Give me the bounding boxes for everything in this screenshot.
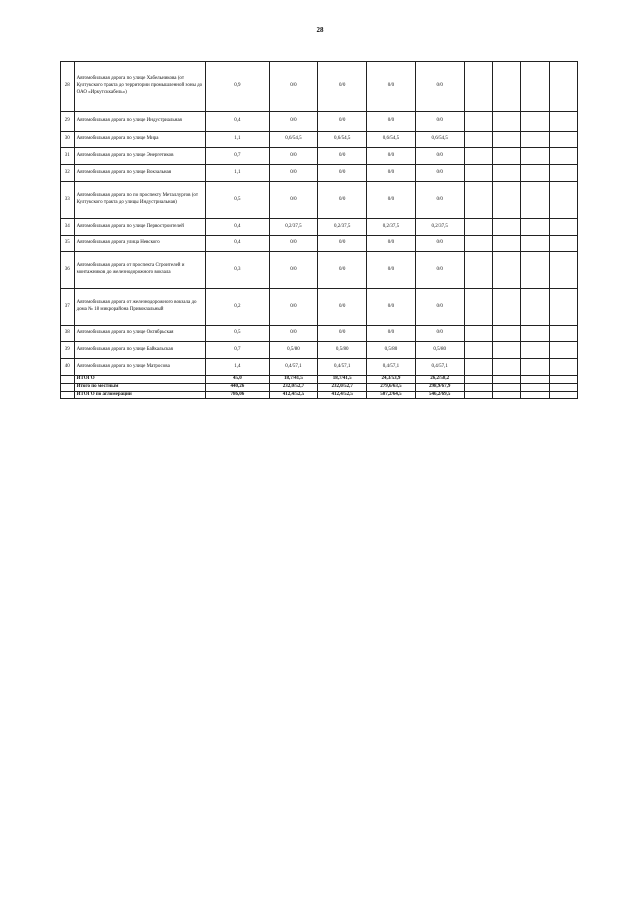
table-row [61,236,578,252]
row-number: 29 [61,112,75,132]
value-cell: 0/0 [415,182,464,219]
empty-cell [521,391,549,399]
value-cell: 0,5/80 [318,342,367,359]
road-length: 0,9 [206,62,269,112]
total-value: 298,9/67,9 [415,383,464,391]
table-row [61,289,578,326]
total-length: 45,0 [206,376,269,384]
value-cell: 0,6/54,5 [318,132,367,148]
road-name: Автомобильная дорога по улице Байкальская [74,342,206,359]
value-cell: 0/0 [269,326,318,342]
empty-cell [521,182,549,219]
empty-cell [492,252,520,289]
value-cell: 0/0 [269,289,318,326]
empty-cell [492,376,520,384]
empty-cell [521,289,549,326]
empty-cell [521,376,549,384]
total-value: 279,6/63,5 [367,383,416,391]
table-row [61,132,578,148]
road-name: Автомобильная дорога по по проспекту Металлургов (от Култукского тракта до улицы Индустриальная) [74,182,206,219]
value-cell: 0/0 [318,62,367,112]
empty-cell [464,376,492,384]
total-length: 786,06 [206,391,269,399]
empty-cell [521,165,549,182]
value-cell: 0/0 [415,236,464,252]
empty-cell [492,132,520,148]
value-cell: 0,6/54,5 [367,132,416,148]
empty-cell [521,219,549,236]
empty-cell [521,62,549,112]
road-length: 1,4 [206,359,269,376]
value-cell: 0/0 [318,148,367,165]
row-number: 31 [61,148,75,165]
road-name: Автомобильная дорога по улице Индустриальная [74,112,206,132]
value-cell: 0,2/37,5 [269,219,318,236]
value-cell: 0/0 [415,62,464,112]
empty-cell [492,236,520,252]
value-cell: 0/0 [318,236,367,252]
value-cell: 0/0 [318,326,367,342]
value-cell: 0/0 [269,112,318,132]
empty-cell [492,326,520,342]
value-cell: 0/0 [415,326,464,342]
empty-cell [521,236,549,252]
road-name: Автомобильная дорога от железнодорожного вокзала до дома № 18 микрорайона Привокзальный [74,289,206,326]
table-row [61,252,578,289]
road-length: 0,4 [206,219,269,236]
empty-cell [464,62,492,112]
total-row [61,391,578,399]
table-body [61,62,578,399]
value-cell: 0,4/57,1 [269,359,318,376]
empty-cell [492,391,520,399]
value-cell: 0,2/37,5 [415,219,464,236]
row-number [61,383,75,391]
total-value: 18,7/41,5 [318,376,367,384]
row-number: 38 [61,326,75,342]
value-cell: 0/0 [415,112,464,132]
road-length: 1,1 [206,132,269,148]
empty-cell [549,289,577,326]
value-cell: 0/0 [367,182,416,219]
empty-cell [464,326,492,342]
empty-cell [549,112,577,132]
value-cell: 0/0 [269,182,318,219]
value-cell: 0/0 [367,236,416,252]
road-length: 0,5 [206,326,269,342]
value-cell: 0/0 [367,252,416,289]
empty-cell [521,252,549,289]
total-value: 24,3/53,9 [367,376,416,384]
road-name: Автомобильная дорога по улице Первостроителей [74,219,206,236]
total-value: 232,0/52,7 [318,383,367,391]
empty-cell [549,62,577,112]
total-row [61,383,578,391]
value-cell: 0/0 [269,165,318,182]
empty-cell [549,132,577,148]
empty-cell [492,148,520,165]
value-cell: 0/0 [318,112,367,132]
value-cell: 0/0 [318,289,367,326]
value-cell: 0,2/37,5 [318,219,367,236]
row-number: 32 [61,165,75,182]
empty-cell [521,342,549,359]
row-number: 28 [61,62,75,112]
empty-cell [464,359,492,376]
value-cell: 0/0 [367,289,416,326]
table-row [61,165,578,182]
empty-cell [521,132,549,148]
empty-cell [464,236,492,252]
empty-cell [549,165,577,182]
value-cell: 0/0 [318,165,367,182]
empty-cell [549,383,577,391]
row-number: 36 [61,252,75,289]
empty-cell [549,376,577,384]
value-cell: 0/0 [318,252,367,289]
value-cell: 0,5/80 [415,342,464,359]
empty-cell [549,219,577,236]
value-cell: 0/0 [415,289,464,326]
total-label: Итого по местным [74,383,206,391]
empty-cell [464,219,492,236]
empty-cell [464,383,492,391]
value-cell: 0/0 [269,252,318,289]
road-name: Автомобильная дорога по улице Мира [74,132,206,148]
table-row [61,112,578,132]
value-cell: 0/0 [318,182,367,219]
row-number [61,376,75,384]
empty-cell [521,383,549,391]
empty-cell [521,112,549,132]
table-row [61,359,578,376]
value-cell: 0/0 [367,148,416,165]
empty-cell [492,182,520,219]
empty-cell [464,342,492,359]
total-label: ИТОГО [74,376,206,384]
road-length: 0,7 [206,148,269,165]
total-value: 412,4/52,5 [269,391,318,399]
table-row [61,219,578,236]
empty-cell [464,391,492,399]
empty-cell [492,289,520,326]
value-cell: 0/0 [415,252,464,289]
row-number: 30 [61,132,75,148]
road-length: 0,4 [206,236,269,252]
road-name: Автомобильная дорога по улице Энергетиков [74,148,206,165]
road-name: Автомобильная дорога по улице Октябрьская [74,326,206,342]
value-cell: 0/0 [367,62,416,112]
road-length: 0,3 [206,252,269,289]
empty-cell [549,252,577,289]
value-cell: 0/0 [269,236,318,252]
empty-cell [521,326,549,342]
total-value: 507,2/64,5 [367,391,416,399]
value-cell: 0,2/37,5 [367,219,416,236]
empty-cell [549,182,577,219]
value-cell: 0/0 [415,148,464,165]
road-length: 1,1 [206,165,269,182]
value-cell: 0/0 [269,148,318,165]
page-number: 28 [316,26,324,34]
road-length: 0,4 [206,112,269,132]
road-length: 0,2 [206,289,269,326]
empty-cell [549,391,577,399]
empty-cell [521,359,549,376]
total-length: 440,26 [206,383,269,391]
value-cell: 0,4/57,1 [415,359,464,376]
value-cell: 0,6/54,5 [415,132,464,148]
total-value: 412,4/52,5 [318,391,367,399]
row-number: 40 [61,359,75,376]
road-name: Автомобильная дорога по улице Матросова [74,359,206,376]
empty-cell [492,219,520,236]
empty-cell [549,326,577,342]
total-label: ИТОГО по агломерации [74,391,206,399]
empty-cell [464,148,492,165]
value-cell: 0,5/80 [367,342,416,359]
empty-cell [464,289,492,326]
value-cell: 0/0 [367,112,416,132]
total-value: 232,0/52,7 [269,383,318,391]
road-name: Автомобильная дорога от проспекта Строителей и монтажников до железнодорожного вокзала [74,252,206,289]
table-row [61,326,578,342]
road-name: Автомобильная дорога по улице Вокзальная [74,165,206,182]
empty-cell [464,112,492,132]
row-number: 37 [61,289,75,326]
empty-cell [492,62,520,112]
road-name: Автомобильная дорога улица Невского [74,236,206,252]
empty-cell [492,342,520,359]
value-cell: 0,6/54,5 [269,132,318,148]
road-length: 0,5 [206,182,269,219]
value-cell: 0/0 [415,165,464,182]
empty-cell [492,359,520,376]
empty-cell [492,112,520,132]
empty-cell [464,182,492,219]
empty-cell [464,252,492,289]
value-cell: 0/0 [367,326,416,342]
empty-cell [492,165,520,182]
value-cell: 0/0 [367,165,416,182]
row-number: 35 [61,236,75,252]
empty-cell [549,342,577,359]
table-row [61,148,578,165]
empty-cell [521,148,549,165]
empty-cell [549,359,577,376]
total-value: 26,2/58,2 [415,376,464,384]
value-cell: 0,4/57,1 [318,359,367,376]
total-value: 546,2/69,5 [415,391,464,399]
empty-cell [549,148,577,165]
empty-cell [549,236,577,252]
empty-cell [464,165,492,182]
value-cell: 0,4/57,1 [367,359,416,376]
row-number: 33 [61,182,75,219]
roads-table [60,61,578,399]
row-number: 34 [61,219,75,236]
empty-cell [492,383,520,391]
total-row [61,376,578,384]
value-cell: 0/0 [269,62,318,112]
table-row [61,342,578,359]
table-row [61,62,578,112]
total-value: 18,7/41,5 [269,376,318,384]
road-length: 0,7 [206,342,269,359]
empty-cell [464,132,492,148]
road-name: Автомобильная дорога по улице Хабельникова (от Култукского тракта до территории промышленной зоны до ОАО «Иркутсккабель») [74,62,206,112]
row-number [61,391,75,399]
table-row [61,182,578,219]
row-number: 39 [61,342,75,359]
value-cell: 0,5/80 [269,342,318,359]
